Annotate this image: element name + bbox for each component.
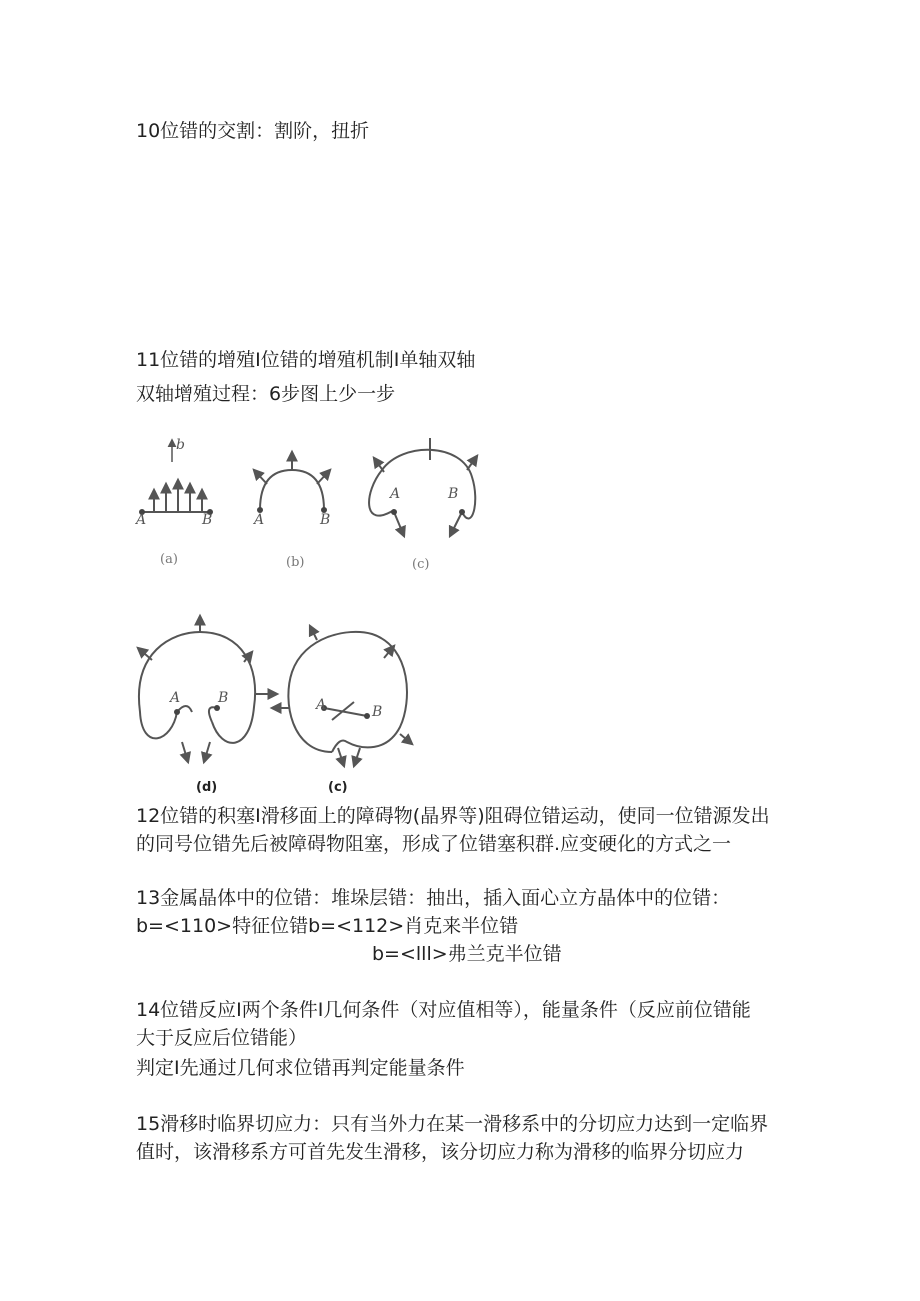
fig-a-caption: (a)	[160, 552, 178, 567]
fig-e-caption: (c)	[328, 780, 348, 795]
fig-c-point-a: A	[390, 486, 401, 502]
fig-a-point-a: A	[136, 512, 147, 528]
item-13-line3: b=<lll>弗兰克半位错	[372, 943, 562, 965]
item-13-line2: b=<110>特征位错b=<112>肖克来半位错	[136, 915, 519, 937]
fig-e-point-a: A	[316, 697, 327, 713]
dislocation-multiplication-figure-row1	[132, 432, 492, 582]
item-10-text: 10位错的交割：割阶，扭折	[136, 120, 370, 142]
burgers-vector-label: b	[176, 437, 185, 453]
item-11-title: 11位错的增殖I位错的增殖机制I单轴双轴	[136, 349, 476, 371]
fig-c-point-b: B	[448, 486, 459, 502]
fig-c-caption: (c)	[412, 557, 430, 572]
fig-a-point-b: B	[202, 512, 213, 528]
fig-d-point-a: A	[170, 690, 181, 706]
fig-e-point-b: B	[372, 704, 383, 720]
item-15-line1: 15滑移时临界切应力：只有当外力在某一滑移系中的分切应力达到一定临界	[136, 1113, 769, 1135]
item-13-line1: 13金属晶体中的位错：堆垛层错：抽出，插入面心立方晶体中的位错：	[136, 887, 731, 909]
item-12-line1: 12位错的积塞I滑移面上的障碍物(晶界等)阻碍位错运动，使同一位错源发出	[136, 805, 770, 827]
item-15-line2: 值时，该滑移系方可首先发生滑移，该分切应力称为滑移的临界分切应力	[136, 1141, 745, 1163]
item-14-line2: 大于反应后位错能）	[136, 1027, 308, 1049]
fig-b-point-b: B	[320, 512, 331, 528]
item-11-note: 双轴增殖过程：6步图上少一步	[136, 383, 396, 405]
item-14-line3: 判定I先通过几何求位错再判定能量条件	[136, 1057, 465, 1079]
item-12-line2: 的同号位错先后被障碍物阻塞，形成了位错塞积群.应变硬化的方式之一	[136, 833, 732, 855]
item-14-line1: 14位错反应I两个条件I几何条件（对应值相等），能量条件（反应前位错能	[136, 999, 751, 1021]
fig-d-point-b: B	[218, 690, 229, 706]
fig-d-caption: (d)	[196, 780, 218, 795]
fig-b-point-a: A	[254, 512, 265, 528]
fig-b-caption: (b)	[286, 555, 305, 570]
